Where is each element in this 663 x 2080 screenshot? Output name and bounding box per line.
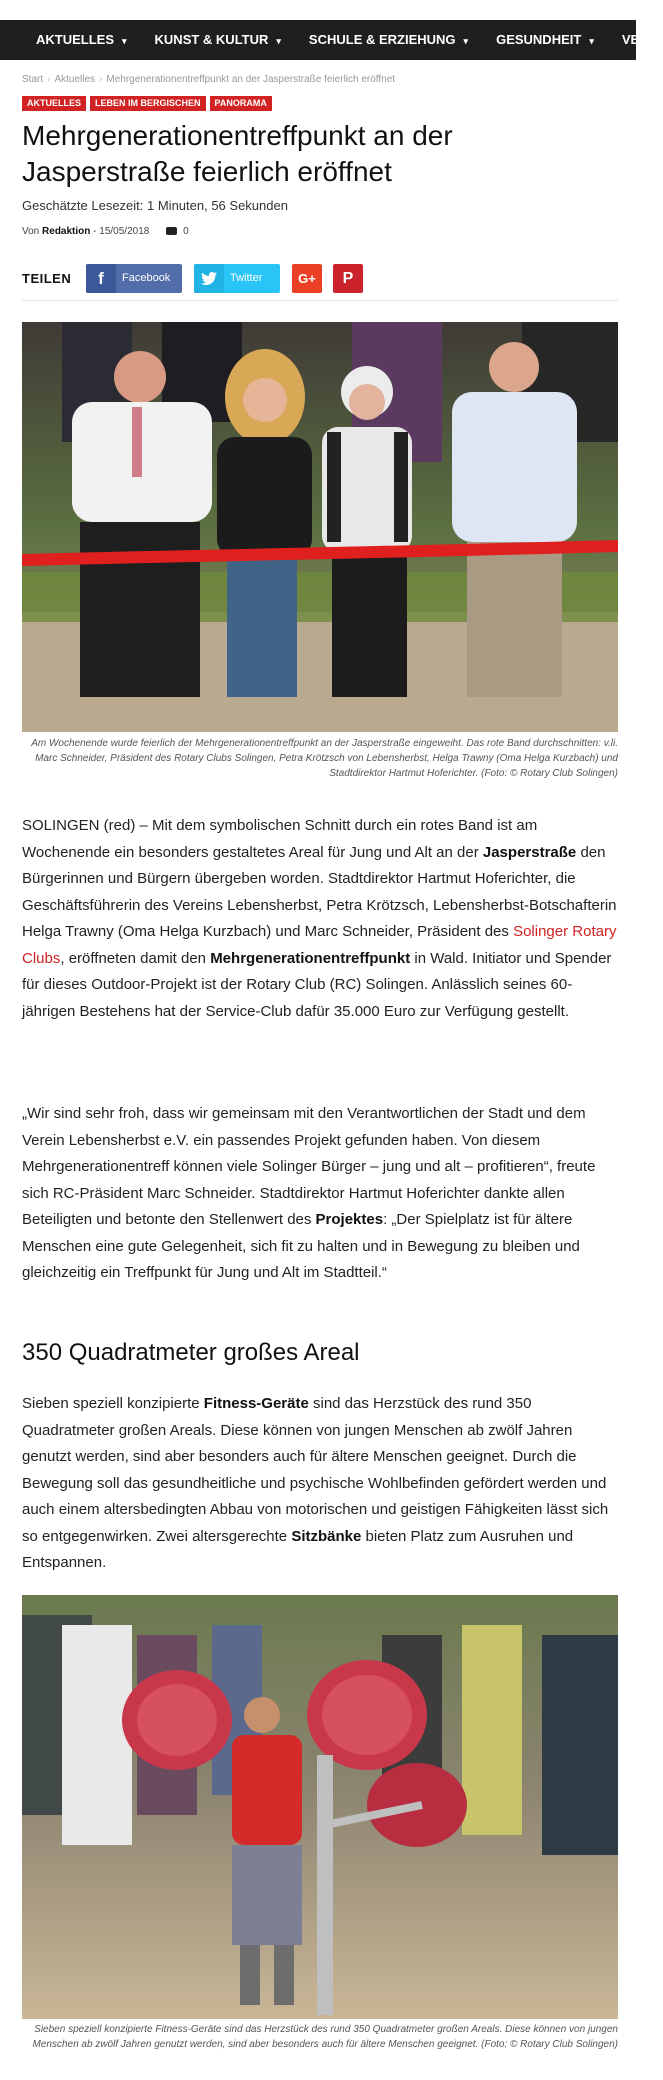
chevron-down-icon: ▾: [589, 35, 594, 46]
article-meta: [22, 226, 618, 237]
category-tags: [22, 93, 618, 111]
bold-term: Mehrgenerationentreffpunkt: [210, 949, 411, 967]
chevron-down-icon: ▾: [276, 35, 281, 46]
chevron-down-icon: ▾: [122, 35, 127, 46]
breadcrumb-current: Mehrgenerationentreffpunkt an der Jasperstraße feierlich eröffnet: [106, 74, 396, 85]
publish-date: 15/05/2018: [99, 226, 150, 237]
page-title: Mehrgenerationentreffpunkt an der Jasperstraße feierlich eröffnet: [22, 120, 453, 187]
article-paragraph: SOLINGEN (red) – Mit dem symbolischen Schnitt durch ein rotes Band ist am Wochenende ein besonders gestaltetes Areal für Jung und Alt an der Jasperstraße den Bürgerinnen und Bürgern übergeben worden. Stadtdirektor Hartmut Hoferichter, die Geschäftsführerin des Vereins Lebensherbst, Petra Krötzsch, Lebensherbst-Botschafterin Helga Trawny (Oma Helga Kurzbach) und Marc Schneider, Präsident des Solinger Rotary Clubs, eröffneten damit den Mehrgenerationentreffpunkt in Wald. Initiator und Spender für dieses Outdoor-Projekt ist der Rotary Club (RC) Solingen. Anlässlich seines 60-jährigen Bestehens hat der Service-Club dafür 35.000 Euro zur Verfügung gestellt.: [22, 817, 617, 1020]
googleplus-share-button[interactable]: [292, 264, 322, 293]
article-photo-fitness-equipment[interactable]: [22, 1595, 618, 2019]
nav-item-aktuelles[interactable]: AKTUELLES ▾: [36, 32, 127, 47]
pinterest-share-button[interactable]: [333, 264, 363, 293]
breadcrumb-separator: ›: [47, 74, 51, 85]
twitter-share-button[interactable]: [194, 264, 280, 293]
breadcrumb: [22, 74, 618, 85]
category-tag-leben-im-bergischen[interactable]: LEBEN IM BERGISCHEN: [90, 96, 206, 111]
rotary-club-link[interactable]: Solinger Rotary Clubs: [22, 923, 617, 967]
bold-term: Fitness-Geräte: [203, 1395, 309, 1412]
nav-item-gesundheit[interactable]: GESUNDHEIT ▾: [496, 32, 594, 47]
facebook-share-button[interactable]: [86, 264, 182, 293]
breadcrumb-start[interactable]: Start: [22, 74, 44, 85]
by-label: Von: [22, 226, 40, 237]
nav-item-schule-erziehung[interactable]: SCHULE & ERZIEHUNG ▾: [308, 32, 469, 47]
main-nav: [0, 20, 649, 60]
section-heading: 350 Quadratmeter großes Areal: [22, 1339, 360, 1366]
date-separator: -: [90, 226, 100, 237]
breadcrumb-separator: ›: [99, 74, 103, 85]
bold-term: Sitzbänke: [291, 1527, 362, 1545]
article-paragraph: Sieben speziell konzipierte Fitness-Geräte sind das Herzstück des rund 350 Quadratmeter großen Areals. Diese können von jungen Menschen ab zwölf Jahren genutzt werden, sind aber besonders auch für ältere Menschen geeignet. Durch die Bewegung soll das gesundheitliche und psychische Wohlbefinden gefördert werden und auch einem altersbedingten Abbau von motorischen und geistigen Fähigkeiten lässt sich so entgegenwirken. Zwei altersgerechte Sitzbänke bieten Platz zum Ausruhen und Entspannen.: [22, 1395, 609, 1571]
category-tag-panorama[interactable]: PANORAMA: [210, 96, 272, 111]
chevron-down-icon: ▾: [463, 35, 469, 46]
nav-item-kunst-kultur[interactable]: KUNST & KULTUR ▾: [154, 32, 281, 47]
facebook-icon: f: [86, 264, 116, 293]
pinterest-icon: P: [342, 270, 354, 287]
read-time: Geschätzte Lesezeit: 1 Minuten, 56 Sekunden: [22, 198, 288, 213]
article-paragraph: „Wir sind sehr froh, dass wir gemeinsam mit den Verantwortlichen der Stadt und dem Verein Lebensherbst e.V. ein passendes Projekt gefunden haben. Von diesem Mehrgenerationentreff können viele Solinger Bürger – jung und alt – profitieren“, freute sich RC-Präsident Marc Schneider. Stadtdirektor Hartmut Hoferichter dankte allen Beteiligten und betonte den Stellenwert des Projektes: „Der Spielplatz ist für ältere Menschen eine gute Gelegenheit, sich fit zu halten und in Bewegung zu bleiben und gleichzeitig ein Treffpunkt für Jung und Alt im Stadtteil.“: [22, 1105, 596, 1281]
twitter-label: Twitter: [230, 272, 263, 284]
photo-caption: Sieben speziell konzipierte Fitness-Geräte sind das Herzstück des rund 350 Quadratmeter großen Areals. Diese können von jungen Menschen ab zwölf Jahren genutzt werden, sind aber besonders auch für ältere Menschen geeignet. (Foto: © Rotary Club Solingen): [32, 2024, 618, 2050]
share-divider: [22, 300, 618, 301]
article-photo-ribbon-cutting[interactable]: [22, 322, 618, 732]
bold-term: Jasperstraße: [482, 843, 577, 861]
twitter-icon: [194, 264, 224, 293]
breadcrumb-aktuelles[interactable]: Aktuelles: [54, 74, 96, 85]
googleplus-icon: G+: [298, 271, 316, 286]
nav-item-ver[interactable]: VER: [621, 32, 649, 47]
share-label: TEILEN: [22, 271, 72, 286]
author-link[interactable]: Redaktion: [42, 226, 91, 237]
facebook-label: Facebook: [122, 272, 171, 284]
photo-caption: Am Wochenende wurde feierlich der Mehrgenerationentreffpunkt an der Jasperstraße eingeweiht. Das rote Band durchschnitten: v.li. Marc Schneider, Präsident des Rotary Clubs Solingen, Petra Krötzsch von Lebensherbst, Helga Trawny (Oma Helga Kurzbach) und Stadtdirektor Hartmut Hoferichter. (Foto: © Rotary Club Solingen): [31, 738, 618, 779]
comment-icon[interactable]: [166, 227, 177, 235]
comment-count[interactable]: 0: [183, 226, 189, 237]
share-bar: [22, 263, 618, 293]
category-tag-aktuelles[interactable]: AKTUELLES: [22, 96, 86, 111]
bold-term: Projektes: [315, 1211, 384, 1228]
